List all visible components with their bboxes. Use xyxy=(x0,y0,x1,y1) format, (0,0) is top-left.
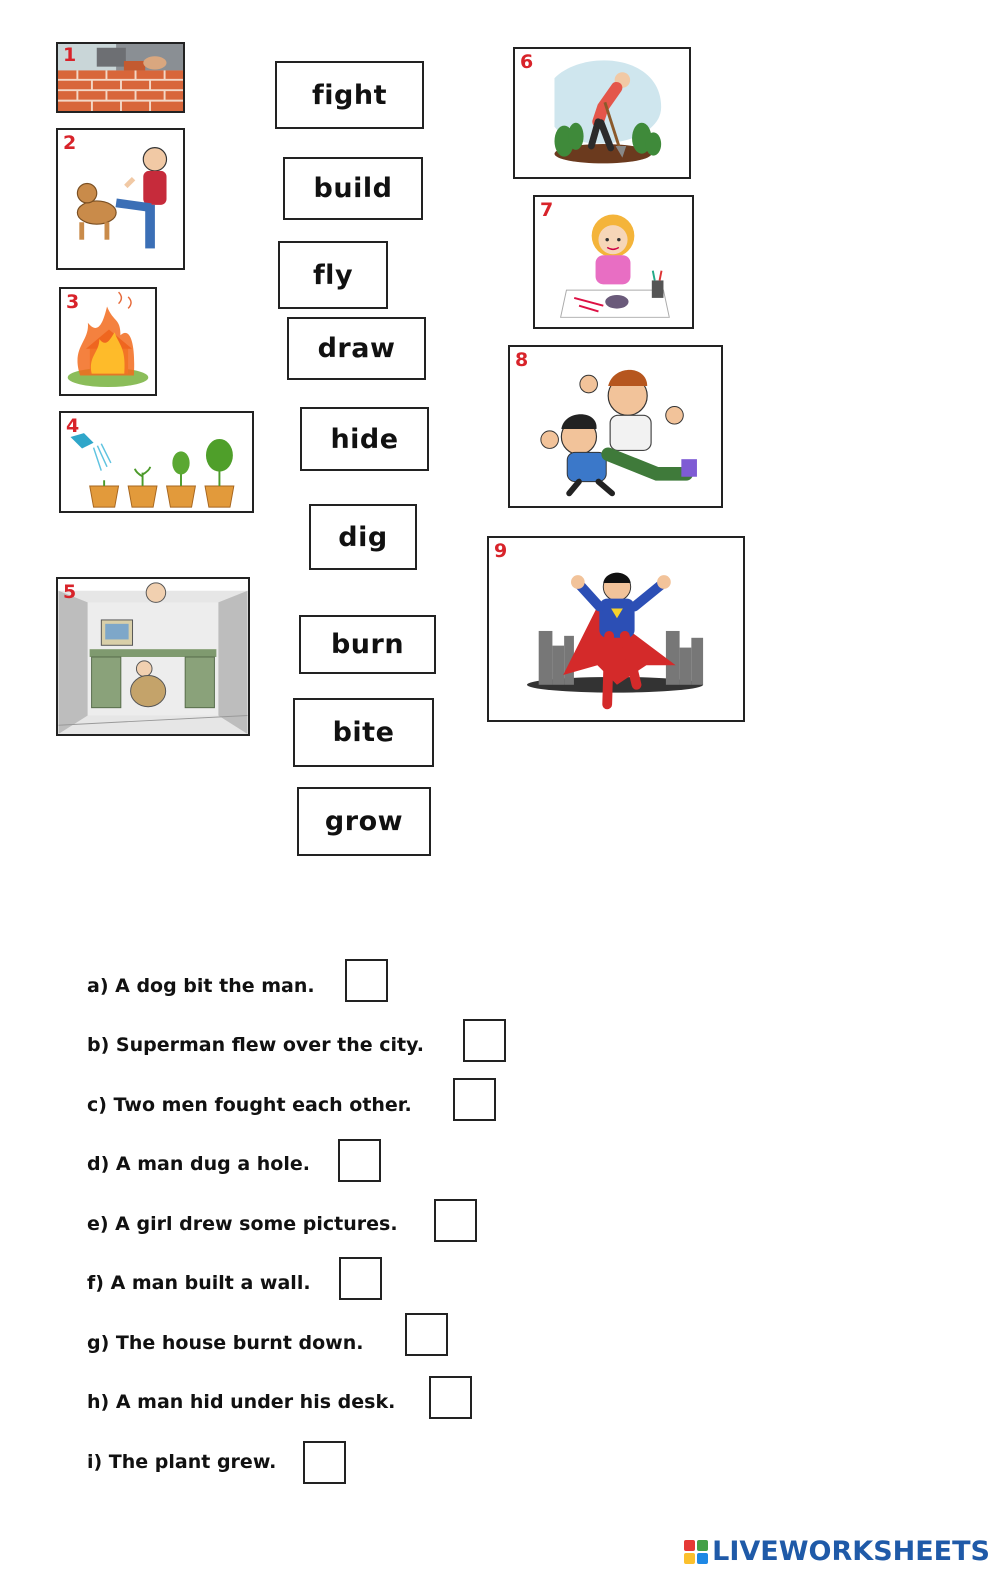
brand-logo xyxy=(684,1536,990,1567)
word-build[interactable]: build xyxy=(283,157,423,220)
man-digging-icon xyxy=(515,49,689,177)
word-fight[interactable]: fight xyxy=(275,61,424,129)
picture-5 xyxy=(56,577,250,736)
word-bite[interactable]: bite xyxy=(293,698,434,767)
picture-8 xyxy=(508,345,723,508)
bricklayer-building-wall-icon xyxy=(58,44,183,111)
sentence-h: h) A man hid under his desk. xyxy=(87,1391,396,1413)
picture-3 xyxy=(59,287,157,396)
picture-1 xyxy=(56,42,185,113)
answer-box-a[interactable] xyxy=(345,959,388,1002)
answer-box-h[interactable] xyxy=(429,1376,472,1419)
picture-number: 6 xyxy=(520,51,534,73)
answer-box-b[interactable] xyxy=(463,1019,506,1062)
sentence-e: e) A girl drew some pictures. xyxy=(87,1213,398,1235)
logo-square xyxy=(697,1553,708,1564)
answer-box-g[interactable] xyxy=(405,1313,448,1356)
logo-square xyxy=(684,1553,695,1564)
picture-number: 8 xyxy=(515,349,529,371)
word-hide[interactable]: hide xyxy=(300,407,429,471)
picture-6 xyxy=(513,47,691,179)
picture-number: 7 xyxy=(540,199,554,221)
picture-number: 4 xyxy=(66,415,80,437)
liveworksheets-logo-icon xyxy=(684,1540,708,1564)
sentence-i: i) The plant grew. xyxy=(87,1451,277,1473)
word-dig[interactable]: dig xyxy=(309,504,417,570)
answer-box-d[interactable] xyxy=(338,1139,381,1182)
word-burn[interactable]: burn xyxy=(299,615,436,674)
word-fly[interactable]: fly xyxy=(278,241,388,309)
brand-name: LIVEWORKSHEETS xyxy=(712,1536,990,1567)
picture-number: 9 xyxy=(494,540,508,562)
sentence-g: g) The house burnt down. xyxy=(87,1332,364,1354)
picture-number: 5 xyxy=(63,581,77,603)
answer-box-i[interactable] xyxy=(303,1441,346,1484)
dog-biting-man-icon xyxy=(58,130,183,268)
answer-box-f[interactable] xyxy=(339,1257,382,1300)
picture-number: 3 xyxy=(66,291,80,313)
word-grow[interactable]: grow xyxy=(297,787,431,856)
sentence-b: b) Superman flew over the city. xyxy=(87,1034,424,1056)
picture-number: 1 xyxy=(63,44,77,66)
man-hiding-under-desk-icon xyxy=(58,579,248,734)
growing-plants-icon xyxy=(61,413,252,511)
sentence-d: d) A man dug a hole. xyxy=(87,1153,310,1175)
boys-fighting-icon xyxy=(510,347,721,506)
word-draw[interactable]: draw xyxy=(287,317,426,380)
answer-box-e[interactable] xyxy=(434,1199,477,1242)
picture-4 xyxy=(59,411,254,513)
picture-7 xyxy=(533,195,694,329)
picture-2 xyxy=(56,128,185,270)
superman-flying-icon xyxy=(489,538,743,720)
logo-square xyxy=(684,1540,695,1551)
picture-9 xyxy=(487,536,745,722)
sentence-f: f) A man built a wall. xyxy=(87,1272,311,1294)
picture-number: 2 xyxy=(63,132,77,154)
logo-square xyxy=(697,1540,708,1551)
girl-drawing-icon xyxy=(535,197,692,327)
sentence-c: c) Two men fought each other. xyxy=(87,1094,412,1116)
sentence-a: a) A dog bit the man. xyxy=(87,975,315,997)
answer-box-c[interactable] xyxy=(453,1078,496,1121)
